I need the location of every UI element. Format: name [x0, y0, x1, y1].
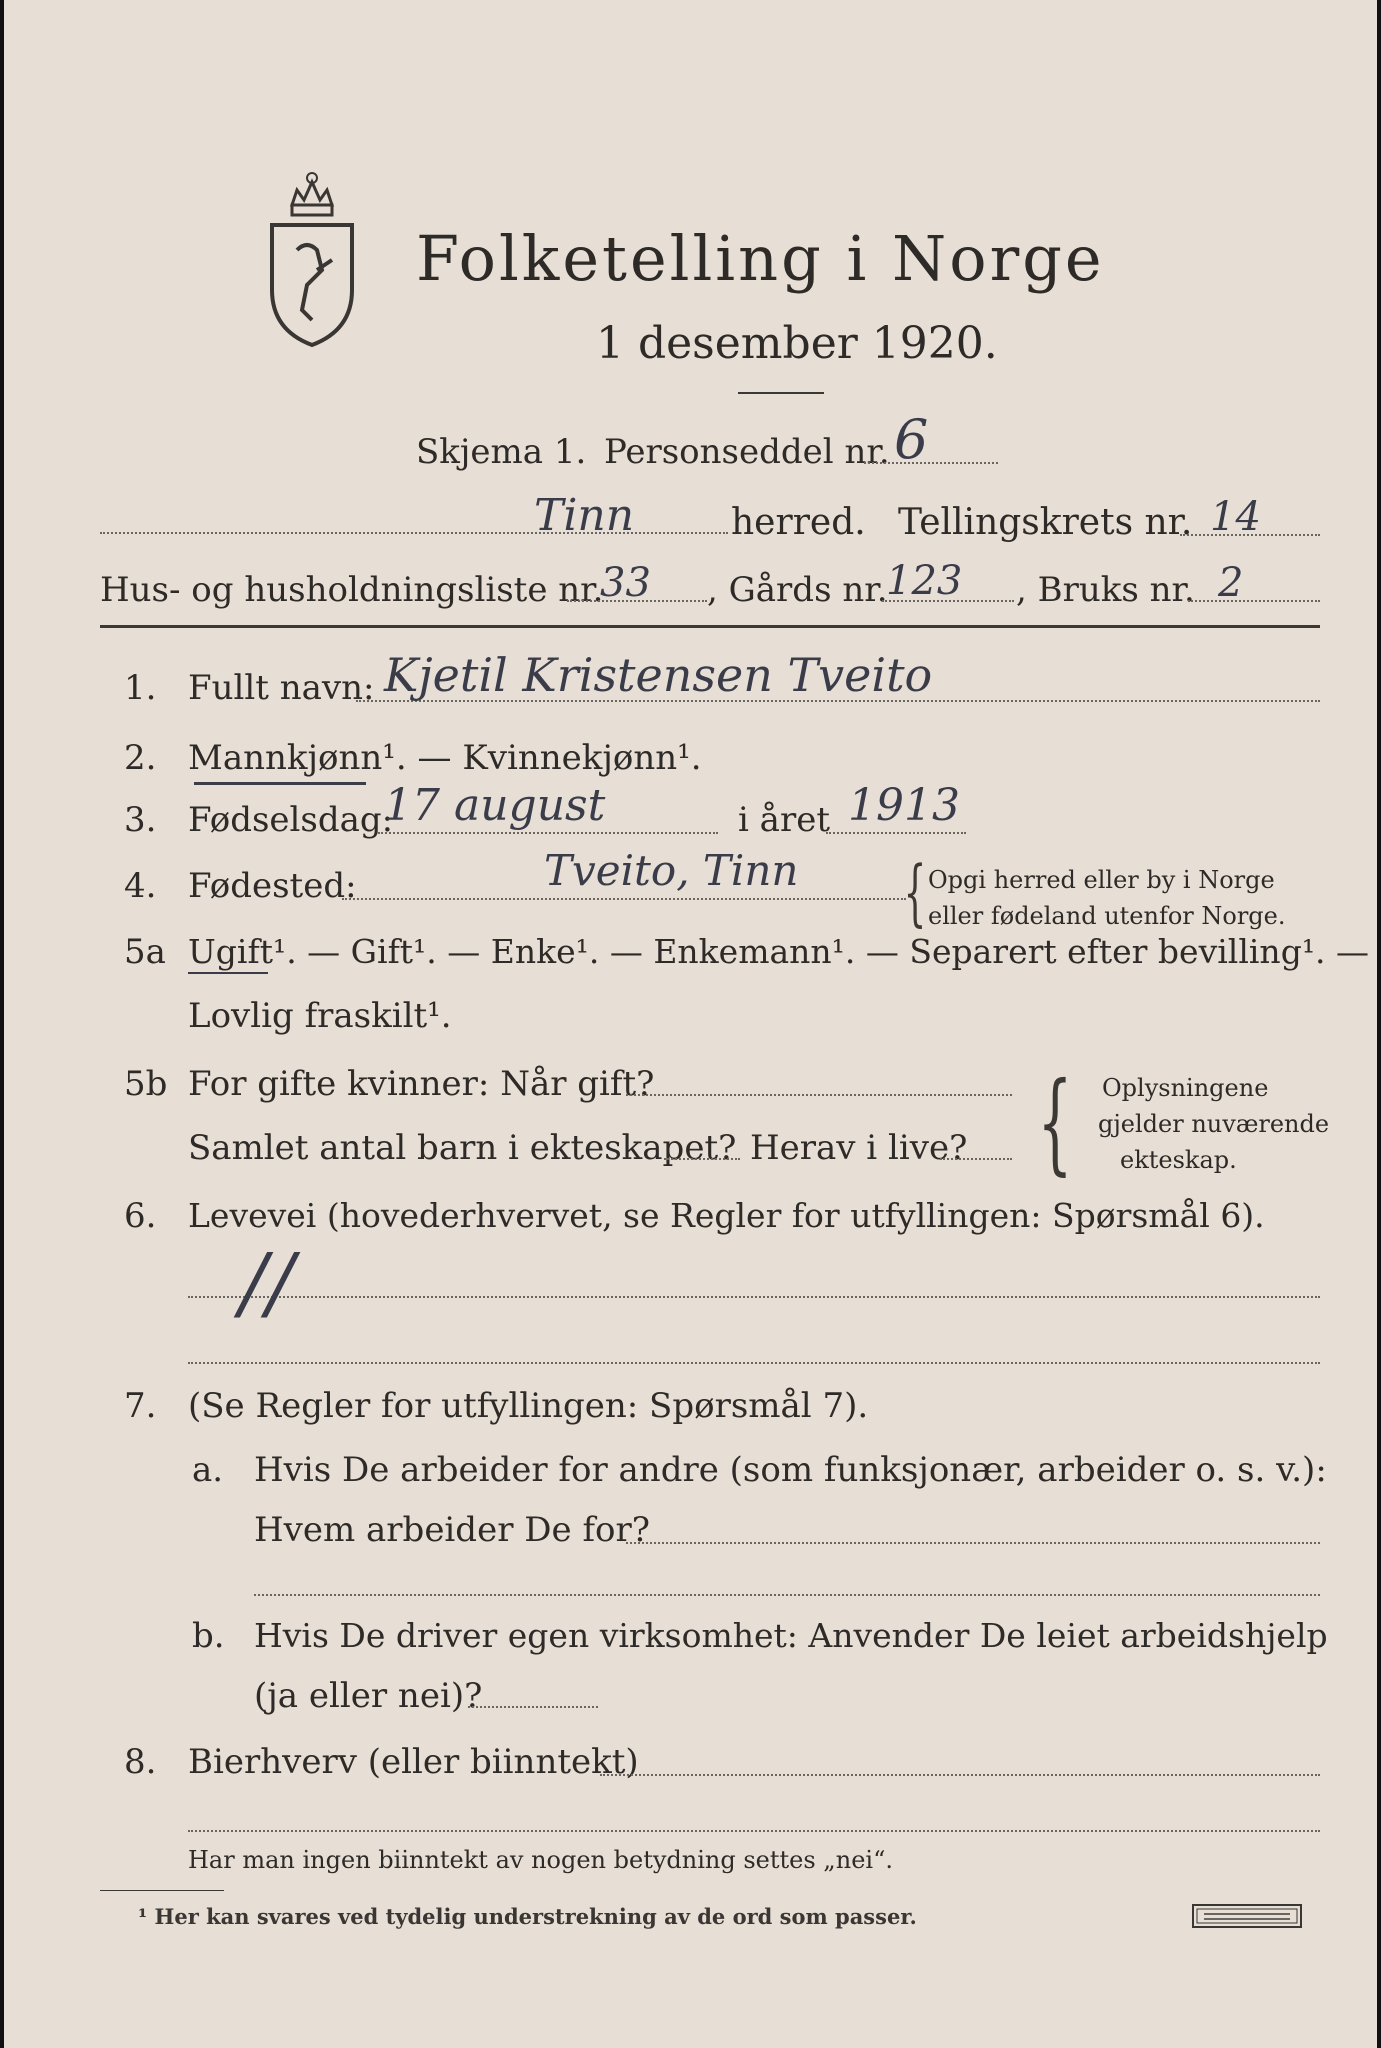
q7a-line1: Hvis De arbeider for andre (som funksjonær, arbeider o. s. v.):	[254, 1450, 1327, 1490]
footnote-separator	[100, 1890, 224, 1891]
q5b-gift-field-line	[626, 1094, 1012, 1096]
biinntekt-note: Har man ingen biinntekt av nogen betydning settes „nei“.	[188, 1846, 893, 1874]
q8-field-line-2	[188, 1830, 1320, 1832]
q5b-number: 5b	[124, 1064, 168, 1104]
q4-value: Tveito, Tinn	[544, 846, 799, 895]
husholdningsliste-value: 33	[600, 560, 651, 606]
q3-year-field-line	[826, 832, 966, 834]
q7a-field-line-2	[254, 1594, 1320, 1596]
q4-brace: {	[903, 850, 927, 934]
q1-label: Fullt navn:	[188, 668, 375, 708]
husholdningsliste-label: Hus- og husholdningsliste nr.	[100, 570, 604, 610]
census-date: 1 desember 1920.	[596, 318, 998, 369]
q5a-underline	[188, 972, 268, 974]
q4-field-line	[342, 898, 906, 900]
q7b-line2: (ja eller nei)?	[254, 1676, 483, 1716]
q4-label: Fødested:	[188, 866, 357, 906]
q5b-line2: Samlet antal barn i ekteskapet?	[188, 1128, 737, 1168]
q3-value: 17 august	[384, 780, 606, 831]
q3-number: 3.	[124, 800, 157, 840]
gards-value: 123	[886, 558, 963, 604]
personseddel-field-line	[864, 462, 998, 464]
header-separator	[100, 625, 1320, 628]
q4-note-line2: eller fødeland utenfor Norge.	[928, 902, 1286, 930]
q5b-live-label: Herav i live?	[750, 1128, 968, 1168]
q6-value: //	[240, 1236, 294, 1329]
tellingskrets-label: Tellingskrets nr.	[898, 502, 1193, 543]
q5b-line1: For gifte kvinner: Når gift?	[188, 1064, 655, 1104]
q2-underline	[194, 782, 366, 785]
q8-number: 8.	[124, 1742, 157, 1782]
tellingskrets-value: 14	[1210, 494, 1261, 540]
q5b-live-field-line	[940, 1158, 1012, 1160]
printer-stamp-icon	[1192, 1904, 1302, 1928]
q7-label: (Se Regler for utfyllingen: Spørsmål 7).	[188, 1386, 869, 1426]
q5b-note-line2: gjelder nuværende	[1098, 1110, 1330, 1138]
q7b-line1: Hvis De driver egen virksomhet: Anvender De leiet arbeidshjelp	[254, 1616, 1328, 1655]
census-form	[4, 0, 1377, 2048]
q6-field-line-1	[188, 1296, 1320, 1298]
q7a-field-line-1	[626, 1542, 1320, 1544]
q7a-line2: Hvem arbeider De for?	[254, 1510, 650, 1550]
personseddel-value: 6	[894, 408, 929, 471]
q7a-letter: a.	[192, 1450, 224, 1490]
gards-label: , Gårds nr.	[707, 570, 888, 610]
q3-year-value: 1913	[848, 780, 960, 831]
q8-field-line-1	[600, 1774, 1320, 1776]
herred-value: Tinn	[534, 490, 635, 541]
bruks-label: , Bruks nr.	[1016, 570, 1195, 610]
q5b-note-line1: Oplysningene	[1102, 1074, 1269, 1102]
divider	[738, 392, 824, 394]
q2-label: Mannkjønn¹. — Kvinnekjønn¹.	[188, 738, 702, 778]
q6-label: Levevei (hovederhvervet, se Regler for utfyllingen: Spørsmål 6).	[188, 1196, 1265, 1235]
form-title: Folketelling i Norge	[416, 222, 1105, 295]
q5a-line1: Ugift¹. — Gift¹. — Enke¹. — Enkemann¹. — Separert efter bevilling¹. —	[188, 932, 1370, 971]
q4-note-line1: Opgi herred eller by i Norge	[928, 866, 1275, 894]
q5a-number: 5a	[124, 932, 166, 972]
bruks-field-line	[1188, 600, 1320, 602]
q2-number: 2.	[124, 738, 157, 778]
q7b-letter: b.	[192, 1616, 225, 1656]
skjema-label: Skjema 1.	[416, 432, 587, 472]
q3-field-line	[378, 832, 718, 834]
q1-value: Kjetil Kristensen Tveito	[384, 648, 933, 702]
q6-field-line-2	[188, 1362, 1320, 1364]
bruks-value: 2	[1218, 560, 1244, 606]
herred-label: herred.	[731, 502, 866, 543]
coat-of-arms-icon	[262, 150, 362, 350]
q8-label: Bierhverv (eller biinntekt)	[188, 1742, 639, 1782]
q5a-line2: Lovlig fraskilt¹.	[188, 996, 452, 1036]
footnote: ¹ Her kan svares ved tydelig understrekning av de ord som passer.	[138, 1904, 917, 1929]
q7b-field-line	[468, 1706, 598, 1708]
q7-number: 7.	[124, 1386, 157, 1426]
q5b-barn-field-line	[664, 1158, 740, 1160]
q5b-brace: {	[1037, 1058, 1073, 1186]
q5b-note-line3: ekteskap.	[1120, 1146, 1237, 1174]
q4-number: 4.	[124, 866, 157, 906]
q3-label: Fødselsdag:	[188, 800, 394, 840]
q3-year-label: i året	[738, 800, 830, 840]
q6-number: 6.	[124, 1196, 157, 1236]
q1-number: 1.	[124, 668, 157, 708]
personseddel-label: Personseddel nr.	[604, 432, 890, 472]
